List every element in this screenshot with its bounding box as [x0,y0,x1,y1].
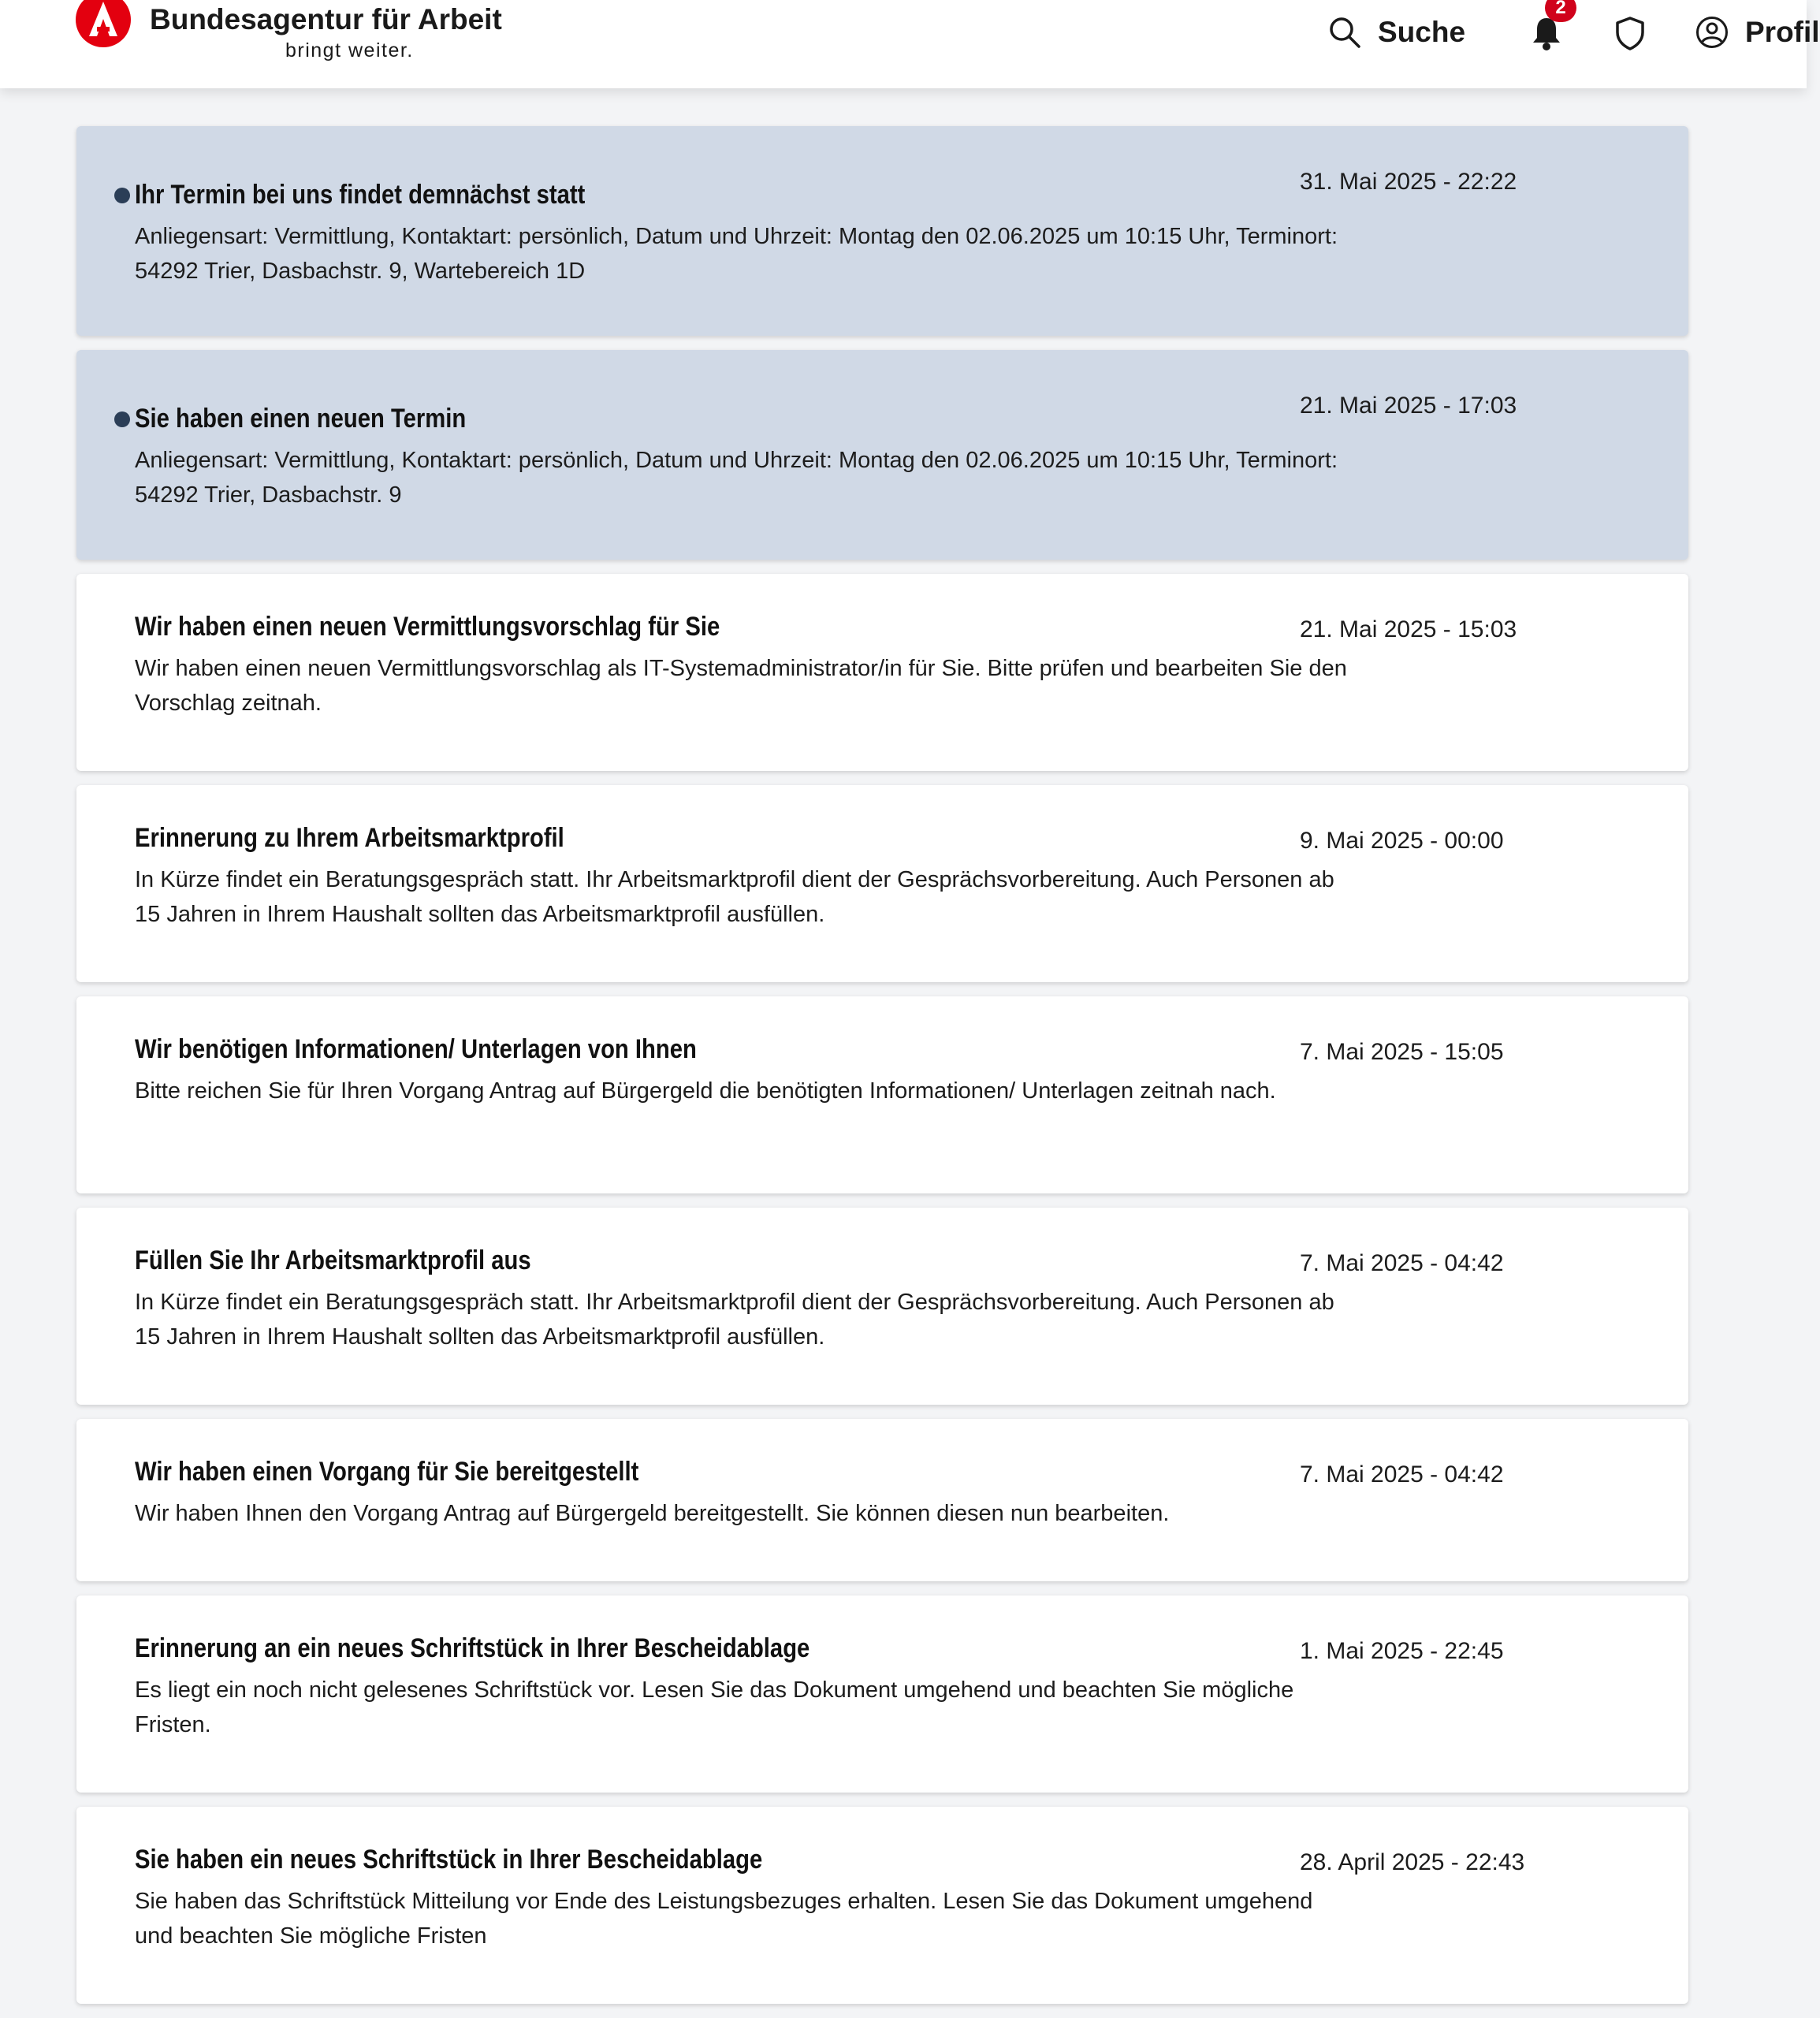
ba-logo-icon [76,0,131,47]
privacy-button[interactable] [1611,14,1649,52]
notification-text: Bitte reichen Sie für Ihren Vorgang Antrag auf Bürgergeld die benötigten Informationen/ Unterlagen zeitnah nach. [135,1078,1276,1104]
notification-list [76,126,1688,2018]
notification-item[interactable] [76,1595,1688,1793]
search-button[interactable] [1327,13,1465,52]
shield-icon [1611,14,1649,52]
brand-subtitle: bringt weiter. [285,39,414,61]
notification-date: 1. Mai 2025 - 22:45 [1300,1638,1504,1664]
notification-date: 21. Mai 2025 - 17:03 [1300,393,1517,419]
notification-count-badge: 2 [1545,0,1576,22]
notification-title: Sie haben einen neuen Termin [135,404,467,434]
profile-button[interactable] [1695,13,1820,52]
notification-item[interactable] [76,1807,1688,2004]
notification-title: Sie haben ein neues Schriftstück in Ihrer Bescheidablage [135,1845,763,1875]
notification-item[interactable] [76,1419,1688,1581]
notification-title: Wir benötigen Informationen/ Unterlagen von Ihnen [135,1034,697,1064]
notification-date: 9. Mai 2025 - 00:00 [1300,828,1504,854]
notification-item[interactable] [76,1208,1688,1405]
unread-indicator [114,411,130,427]
notification-text: Sie haben das Schriftstück Mitteilung vor Ende des Leistungsbezuges erhalten. Lesen Sie das Dokument umgehend und beachten Sie mögliche Fristen [135,1889,1313,1949]
notification-item[interactable] [76,574,1688,771]
notification-date: 28. April 2025 - 22:43 [1300,1849,1525,1875]
unread-indicator [114,188,130,203]
search-label: Suche [1378,16,1466,48]
notification-title: Erinnerung an ein neues Schriftstück in Ihrer Bescheidablage [135,1633,810,1663]
notification-date: 7. Mai 2025 - 04:42 [1300,1250,1504,1276]
notification-text: Es liegt ein noch nicht gelesenes Schriftstück vor. Lesen Sie das Dokument umgehend und beachten Sie mögliche Fristen. [135,1677,1294,1737]
notification-text: Wir haben einen neuen Vermittlungsvorschlag als IT-Systemadministrator/in für Sie. Bitte prüfen und bearbeiten Sie den Vorschlag zeitnah. [135,656,1347,716]
notification-text: In Kürze findet ein Beratungsgespräch statt. Ihr Arbeitsmarktprofil dient der Gesprächsvorbereitung. Auch Personen ab 15 Jahren in Ihrem Haushalt sollten das Arbeitsmarktprofil ausfüllen. [135,867,1334,927]
notification-item[interactable] [76,126,1688,336]
notification-title: Wir haben einen Vorgang für Sie bereitgestellt [135,1457,639,1487]
notification-text: In Kürze findet ein Beratungsgespräch statt. Ihr Arbeitsmarktprofil dient der Gesprächsvorbereitung. Auch Personen ab 15 Jahren in Ihrem Haushalt sollten das Arbeitsmarktprofil ausfüllen. [135,1290,1334,1350]
notification-item[interactable] [76,350,1688,560]
notification-title: Ihr Termin bei uns findet demnächst statt [135,180,586,210]
notification-text: Wir haben Ihnen den Vorgang Antrag auf Bürgergeld bereitgestellt. Sie können diesen nun bearbeiten. [135,1501,1170,1526]
notification-title: Wir haben einen neuen Vermittlungsvorschlag für Sie [135,612,720,642]
notification-title: Erinnerung zu Ihrem Arbeitsmarktprofil [135,823,564,853]
ba-logo[interactable] [76,0,131,47]
site-header [0,0,1820,88]
notification-item[interactable] [76,785,1688,982]
notification-date: 21. Mai 2025 - 15:03 [1300,616,1517,642]
search-icon [1327,15,1362,50]
notification-text: Anliegensart: Vermittlung, Kontaktart: persönlich, Datum und Uhrzeit: Montag den 02.06.2025 um 10:15 Uhr, Terminort: 54292 Trier, Dasbachstr. 9 [135,448,1338,508]
user-circle-icon [1695,15,1729,50]
notification-date: 7. Mai 2025 - 04:42 [1300,1461,1504,1487]
notification-date: 31. Mai 2025 - 22:22 [1300,169,1517,195]
notification-title: Füllen Sie Ihr Arbeitsmarktprofil aus [135,1245,531,1275]
profile-label: Profil [1745,16,1820,48]
notification-text: Anliegensart: Vermittlung, Kontaktart: persönlich, Datum und Uhrzeit: Montag den 02.06.2025 um 10:15 Uhr, Terminort: 54292 Trier, Dasbachstr. 9, Wartebereich 1D [135,224,1338,284]
brand-title[interactable]: Bundesagentur für Arbeit [150,3,502,35]
notification-date: 7. Mai 2025 - 15:05 [1300,1039,1504,1065]
notification-item[interactable] [76,996,1688,1193]
